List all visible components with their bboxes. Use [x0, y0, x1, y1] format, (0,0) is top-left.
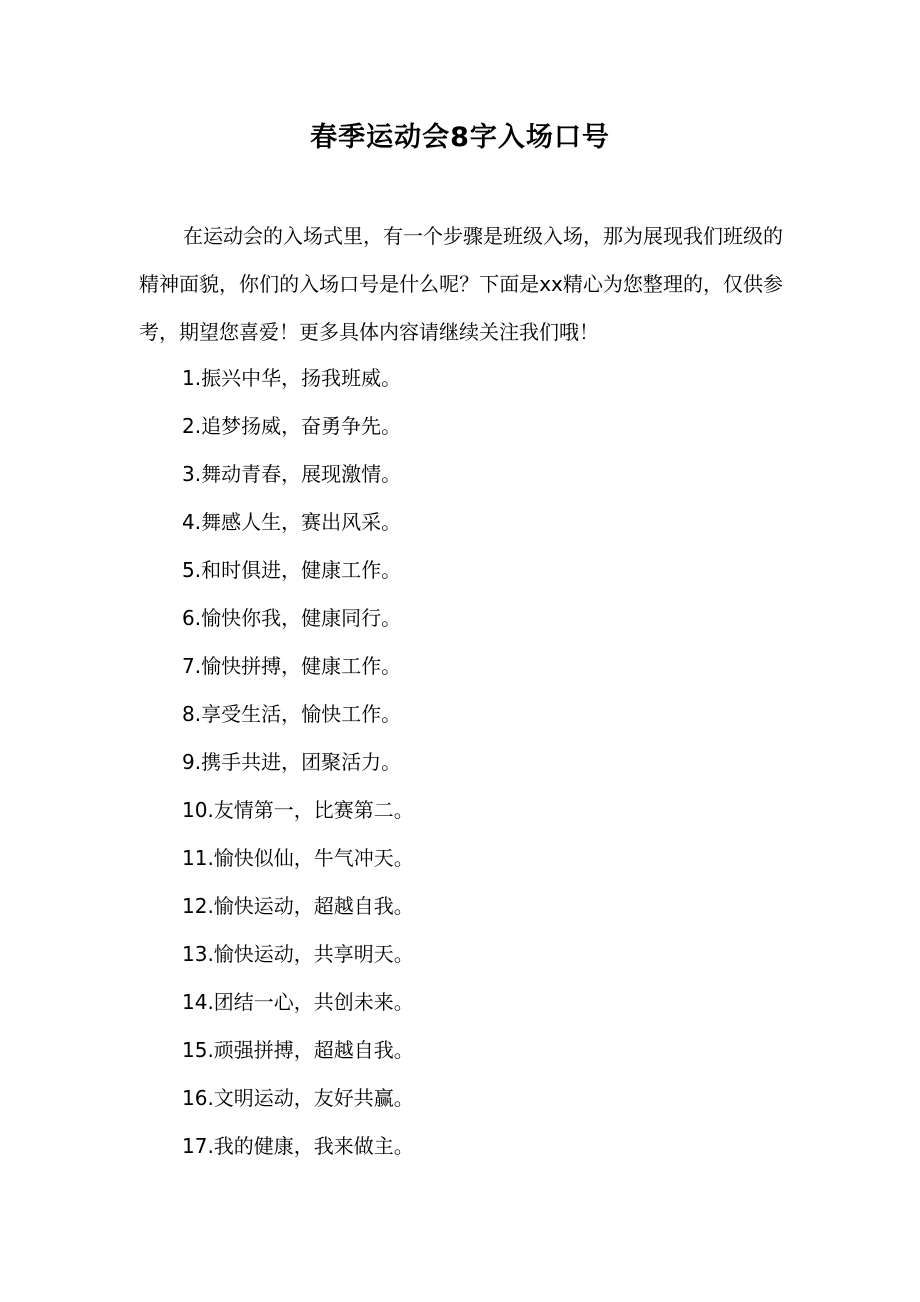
slogan-item: 17.我的健康，我来做主。	[182, 1134, 414, 1158]
slogan-item: 2.追梦扬威，奋勇争先。	[182, 414, 402, 438]
slogan-item: 4.舞感人生，赛出风采。	[182, 510, 402, 534]
document-title: 春季运动会8字入场口号	[310, 122, 610, 153]
slogan-item: 6.愉快你我，健康同行。	[182, 606, 402, 630]
slogan-item: 5.和时俱进，健康工作。	[182, 558, 402, 582]
slogan-item: 3.舞动青春，展现激情。	[182, 462, 402, 486]
slogan-item: 10.友情第一，比赛第二。	[182, 798, 414, 822]
slogan-item: 12.愉快运动，超越自我。	[182, 894, 414, 918]
slogan-item: 16.文明运动，友好共赢。	[182, 1086, 414, 1110]
slogan-item: 15.顽强拼搏，超越自我。	[182, 1038, 414, 1062]
intro-paragraph: 在运动会的入场式里，有一个步骤是班级入场，那为展现我们班级的精神面貌，你们的入场口号是什么呢？下面是xx精心为您整理的，仅供参考，期望您喜爱！更多具体内容请继续关注我们哦！	[139, 224, 783, 344]
slogan-list	[182, 354, 414, 1170]
slogan-item: 7.愉快拼搏，健康工作。	[182, 654, 402, 678]
slogan-item: 8.享受生活，愉快工作。	[182, 702, 402, 726]
slogan-item: 1.振兴中华，扬我班威。	[182, 366, 402, 390]
slogan-item: 13.愉快运动，共享明天。	[182, 942, 414, 966]
slogan-item: 11.愉快似仙，牛气冲天。	[182, 846, 414, 870]
slogan-item: 9.携手共进，团聚活力。	[182, 750, 402, 774]
slogan-item: 14.团结一心，共创未来。	[182, 990, 414, 1014]
